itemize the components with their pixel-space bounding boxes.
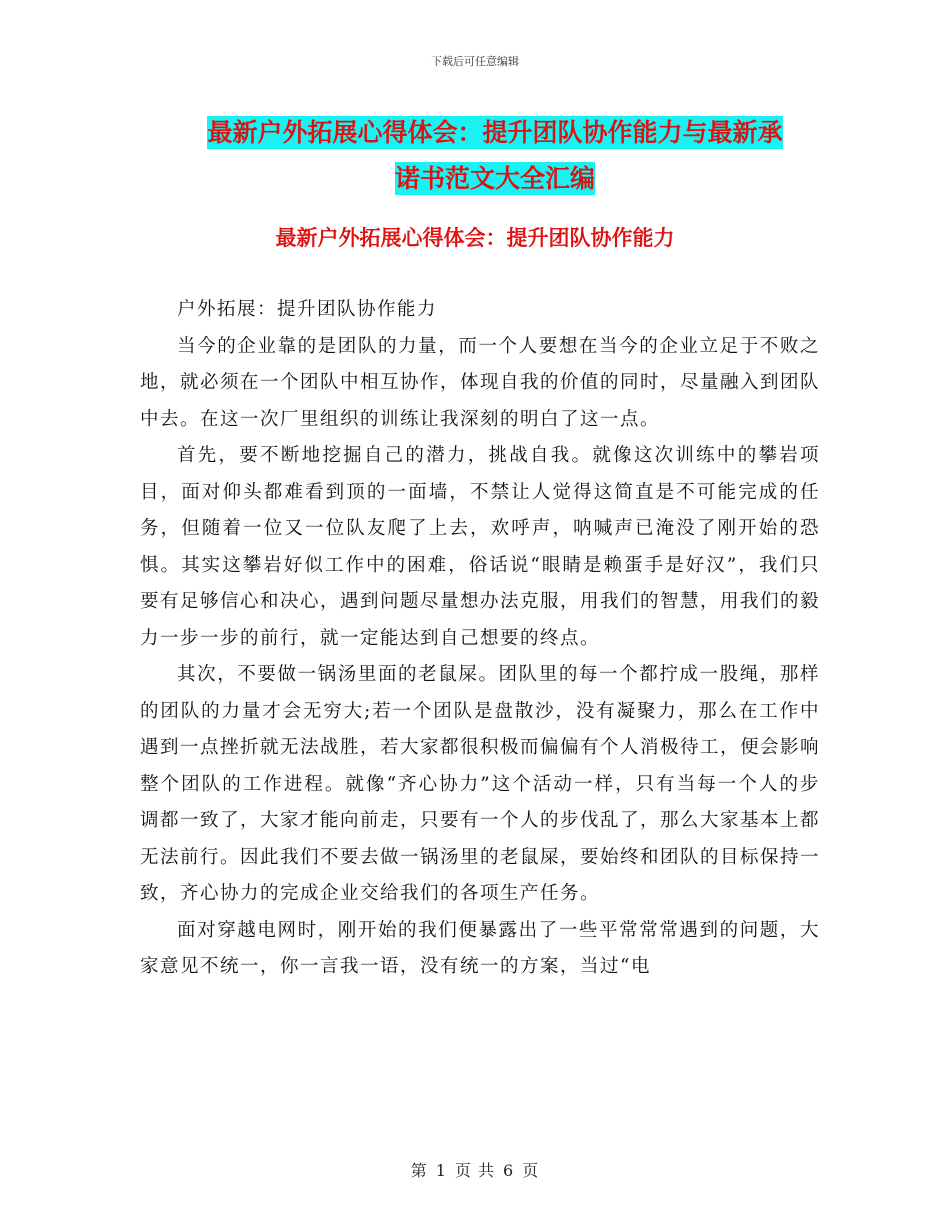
total-pages-number: 6	[503, 1161, 515, 1180]
document-title-line-2: 诺书范文大全汇编	[394, 164, 595, 193]
paragraph: 当今的企业靠的是团队的力量，而一个人要想在当今的企业立足于不败之地，就必须在一个团队中相互协作，体现自我的价值的同时，尽量融入到团队中去。在这一次厂里组织的训练让我深刻的明白了这一点。	[140, 335, 821, 430]
page-label-prefix: 第	[410, 1161, 428, 1180]
paragraph: 其次，不要做一锅汤里面的老鼠屎。团队里的每一个都拧成一股绳，那样的团队的力量才会无穷大;若一个团队是盘散沙，没有凝聚力，那么在工作中遇到一点挫折就无法战胜，若大家都很积极而偏偏有个人消极待工，便会影响整个团队的工作进程。就像“齐心协力”这个活动一样，只有当每一个人的步调都一致了，大家才能向前走，只要有一个人的步伐乱了，那么大家基本上都无法前行。因此我们不要去做一锅汤里的老鼠屎，要始终和团队的目标保持一致，齐心协力的完成企业交给我们的各项生产任务。	[140, 664, 821, 904]
paragraph: 首先，要不断地挖掘自己的潜力，挑战自我。就像这次训练中的攀岩项目，面对仰头都难看到顶的一面墙，不禁让人觉得这简直是不可能完成的任务，但随着一位又一位队友爬了上去，欢呼声，呐喊声已淹没了刚开始的恐惧。其实这攀岩好似工作中的困难，俗话说“眼睛是赖蛋手是好汉”，我们只要有足够信心和决心，遇到问题尽量想办法克服，用我们的智慧，用我们的毅力一步一步的前行，就一定能达到自己想要的终点。	[140, 445, 821, 649]
page-label-suffix: 页	[522, 1161, 540, 1180]
current-page-number: 1	[435, 1161, 447, 1180]
paragraph: 面对穿越电网时，刚开始的我们便暴露出了一些平常常常遇到的问题，大家意见不统一，你一言我一语，没有统一的方案，当过“电	[140, 919, 820, 977]
header-note: 下载后可任意编辑	[431, 55, 519, 68]
section-title: 最新户外拓展心得体会：提升团队协作能力	[275, 226, 675, 250]
paragraph: 户外拓展：提升团队协作能力	[177, 299, 438, 320]
document-title-line-1: 最新户外拓展心得体会：提升团队协作能力与最新承	[207, 118, 783, 147]
page-label-mid: 页 共	[454, 1161, 496, 1180]
page-footer	[0, 1158, 950, 1181]
document-title	[150, 110, 840, 202]
body-text	[140, 292, 820, 986]
